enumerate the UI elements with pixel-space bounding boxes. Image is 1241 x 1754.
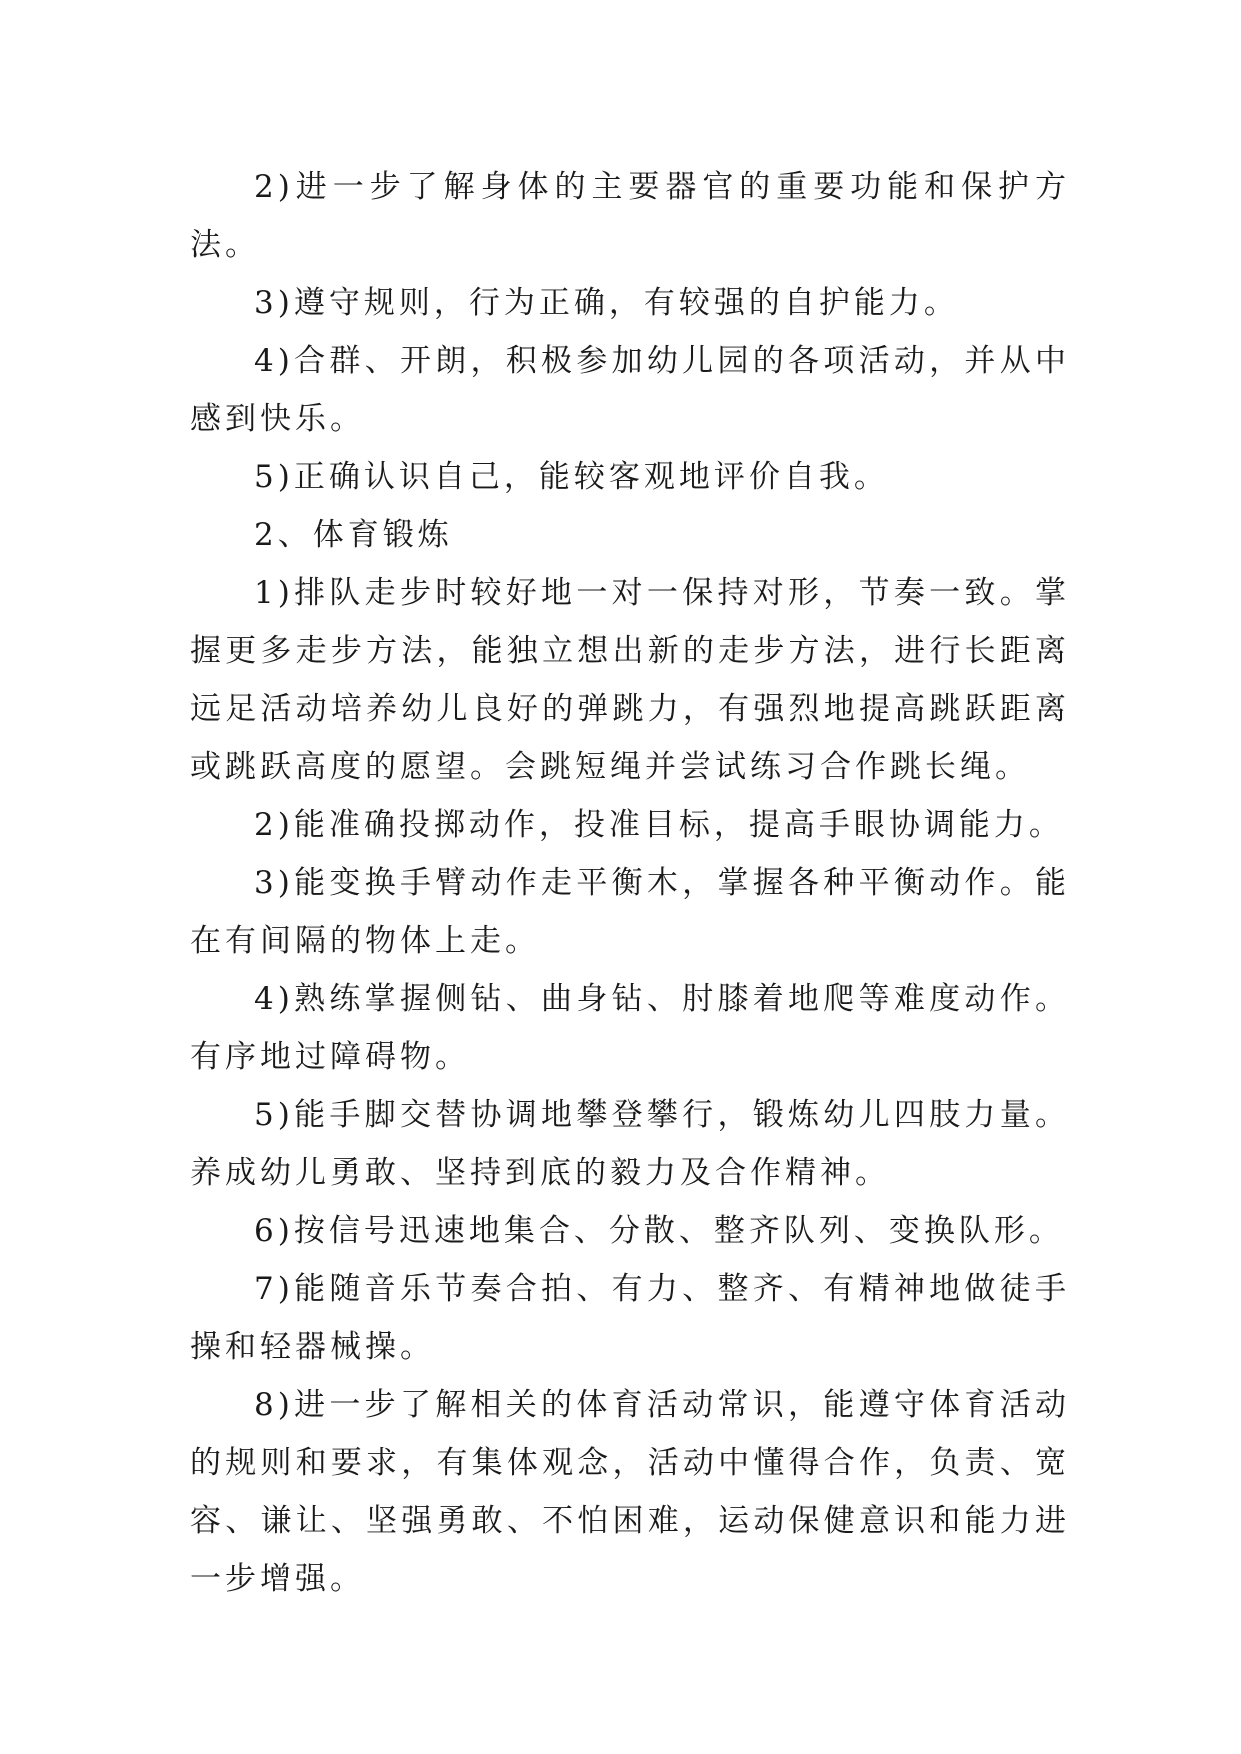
paragraph: 4)合群、开朗，积极参加幼儿园的各项活动，并从中感到快乐。 <box>190 343 1070 437</box>
paragraph: 6)按信号迅速地集合、分散、整齐队列、变换队形。 <box>254 1213 1064 1249</box>
paragraph: 2)能准确投掷动作，投准目标，提高手眼协调能力。 <box>254 807 1064 843</box>
paragraph: 3)能变换手臂动作走平衡木，掌握各种平衡动作。能在有间隔的物体上走。 <box>190 865 1070 959</box>
section-heading: 2、体育锻炼 <box>254 517 453 553</box>
paragraph: 7)能随音乐节奏合拍、有力、整齐、有精神地做徒手操和轻器械操。 <box>190 1271 1070 1365</box>
body-text <box>190 158 1070 1608</box>
paragraph: 4)熟练掌握侧钻、曲身钻、肘膝着地爬等难度动作。有序地过障碍物。 <box>190 981 1070 1075</box>
paragraph: 8)进一步了解相关的体育活动常识，能遵守体育活动的规则和要求，有集体观念，活动中懂得合作，负责、宽容、谦让、坚强勇敢、不怕困难，运动保健意识和能力进一步增强。 <box>190 1387 1070 1597</box>
paragraph: 3)遵守规则，行为正确，有较强的自护能力。 <box>254 285 959 321</box>
paragraph: 1)排队走步时较好地一对一保持对形，节奏一致。掌握更多走步方法，能独立想出新的走步方法，进行长距离远足活动培养幼儿良好的弹跳力，有强烈地提高跳跃距离或跳跃高度的愿望。会跳短绳并尝试练习合作跳长绳。 <box>190 575 1070 785</box>
paragraph: 5)能手脚交替协调地攀登攀行，锻炼幼儿四肢力量。养成幼儿勇敢、坚持到底的毅力及合作精神。 <box>190 1097 1070 1191</box>
paragraph: 5)正确认识自己，能较客观地评价自我。 <box>254 459 889 495</box>
paragraph: 2)进一步了解身体的主要器官的重要功能和保护方法。 <box>190 169 1070 263</box>
